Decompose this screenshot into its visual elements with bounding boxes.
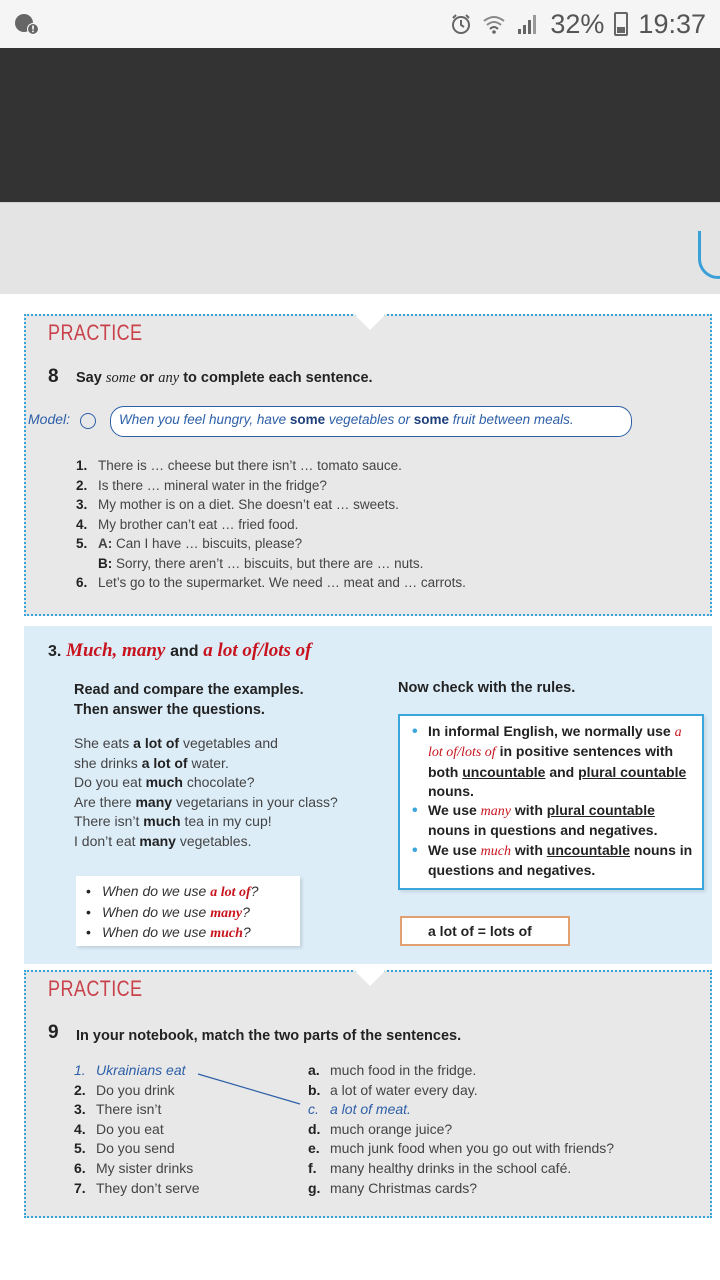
list-item: 3. My mother is on a diet. She doesn’t eat … sweets. xyxy=(76,497,399,512)
app-notification-icon xyxy=(14,12,40,36)
question-item: • When do we use much? xyxy=(86,923,292,944)
match-left-item: 4. Do you eat xyxy=(74,1120,164,1137)
exercise-8-list xyxy=(76,458,466,595)
page-header-strip xyxy=(0,202,720,294)
match-right-item: g. many Christmas cards? xyxy=(308,1179,478,1196)
list-item: B: Sorry, there aren’t … biscuits, but there are … nuts. xyxy=(98,555,424,571)
match-right-item: c. a lot of meat. xyxy=(308,1101,411,1118)
example-line: She eats a lot of vegetables and xyxy=(74,735,278,751)
list-item: 6. Let’s go to the supermarket. We need … meat and … carrots. xyxy=(76,575,466,590)
example-line: Are there many vegetarians in your class? xyxy=(74,793,338,810)
box-notch xyxy=(354,970,386,986)
match-left-item: 6. My sister drinks xyxy=(74,1159,194,1176)
wifi-icon xyxy=(482,13,506,35)
match-right-item: d. much orange juice? xyxy=(308,1120,453,1137)
image-viewer-toolbar xyxy=(0,48,720,202)
examples-heading: Read and compare the examples. Then answer the questions. xyxy=(74,682,304,718)
rule-item: • We use much with uncountable nouns in questions and negatives. xyxy=(410,841,694,881)
signal-icon xyxy=(516,13,540,35)
exercise-number: 9 xyxy=(48,1022,59,1043)
battery-icon xyxy=(614,12,628,36)
list-item: 1. There is … cheese but there isn’t … tomato sauce. xyxy=(76,458,402,473)
list-item: 4. My brother can’t eat … fried food. xyxy=(76,516,299,532)
equation-box: a lot of = lots of xyxy=(400,916,570,946)
rule-item: • In informal English, we normally use a lot of/lots of in positive sentences with both uncountable and plural countable nouns. xyxy=(410,722,694,801)
grammar-title: 3. Much, many and a lot of/lots of xyxy=(48,640,312,661)
model-label: Model: xyxy=(28,411,71,427)
match-right-column xyxy=(308,1062,614,1199)
practice-heading: PRACTICE xyxy=(48,976,143,1001)
speech-icon xyxy=(80,413,96,429)
corner-decoration xyxy=(698,231,720,279)
clock-time: 19:37 xyxy=(638,8,706,39)
list-item: 5. A: Can I have … biscuits, please? xyxy=(76,536,303,551)
match-left-item: 5. Do you send xyxy=(74,1140,175,1157)
box-notch xyxy=(354,314,386,330)
list-item: 2. Is there … mineral water in the fridge? xyxy=(76,477,327,493)
example-sentences xyxy=(74,734,338,852)
questions-box xyxy=(76,876,300,946)
model-sentence: When you feel hungry, have some vegetables or some fruit between meals. xyxy=(110,406,632,437)
practice-8-box xyxy=(24,314,712,616)
match-right-item: f. many healthy drinks in the school café. xyxy=(308,1159,572,1176)
textbook-page[interactable] xyxy=(0,202,720,1280)
battery-percent: 32% xyxy=(550,8,605,39)
match-right-item: e. much junk food when you go out with friends? xyxy=(308,1140,615,1157)
example-line: Do you eat much chocolate? xyxy=(74,774,255,791)
status-bar xyxy=(0,0,720,48)
rule-item: • We use many with plural countable nouns in questions and negatives. xyxy=(410,801,694,841)
match-left-item: 7. They don’t serve xyxy=(74,1179,200,1196)
exercise-instruction: In your notebook, match the two parts of the sentences. xyxy=(76,1028,462,1044)
match-left-item: 2. Do you drink xyxy=(74,1081,175,1098)
match-right-item: a. much food in the fridge. xyxy=(308,1062,477,1078)
question-item: • When do we use a lot of? xyxy=(86,882,292,903)
match-left-item: 3. There isn’t xyxy=(74,1101,162,1118)
match-right-item: b. a lot of water every day. xyxy=(308,1081,478,1098)
practice-heading: PRACTICE xyxy=(48,320,143,345)
example-line: There isn’t much tea in my cup! xyxy=(74,813,272,830)
exercise-instruction: Say some or any to complete each sentence. xyxy=(76,370,373,386)
exercise-number: 8 xyxy=(48,366,59,387)
match-left-column xyxy=(74,1062,200,1199)
example-line: I don’t eat many vegetables. xyxy=(74,832,252,849)
question-item: • When do we use many? xyxy=(86,903,292,924)
rules-box xyxy=(398,714,704,890)
match-left-item: 1. Ukrainians eat xyxy=(74,1062,186,1078)
example-line: she drinks a lot of water. xyxy=(74,754,229,771)
alarm-icon xyxy=(450,13,472,35)
rules-heading: Now check with the rules. xyxy=(398,680,576,696)
